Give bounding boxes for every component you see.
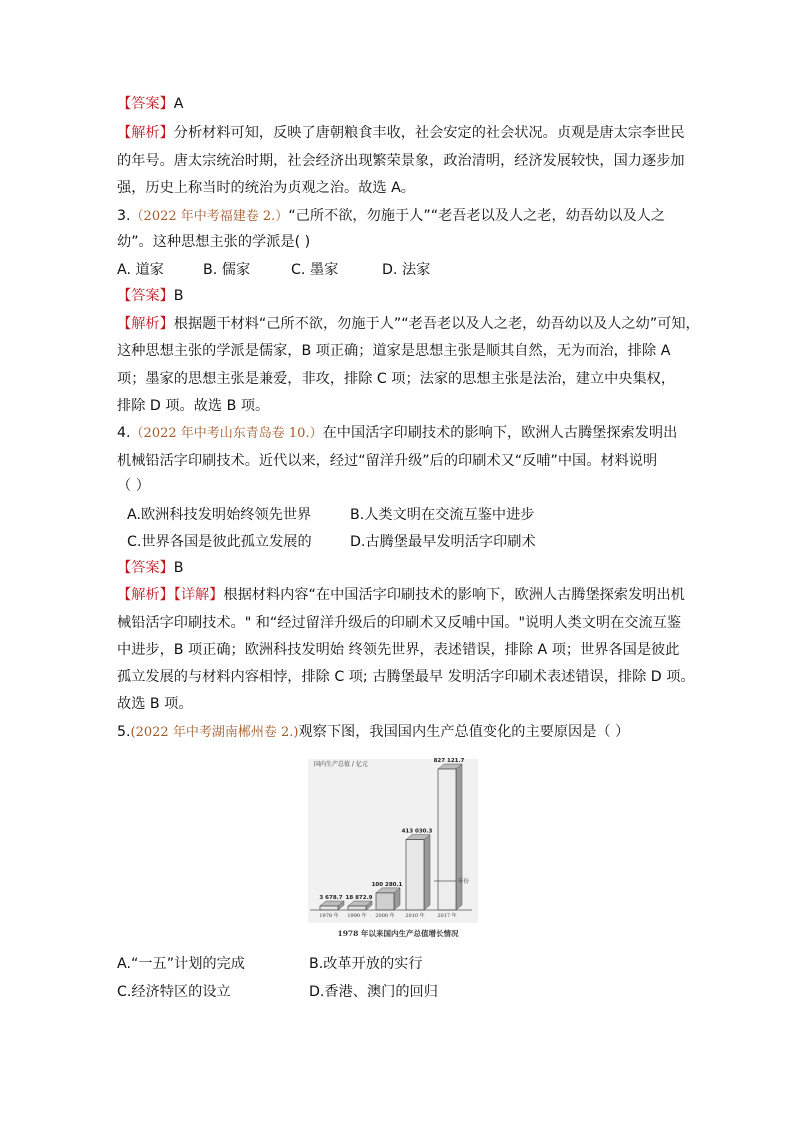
q2-analysis-line-3: 强，历史上称当时的统治为贞观之治。故选 A。: [117, 180, 415, 196]
q3-option-b: B. 儒家: [203, 262, 251, 278]
figure-caption: 1978 年以来国内生产总值增长情况: [337, 929, 459, 938]
question-stem: 在中国活字印刷技术的影响下，欧洲人古腾堡探索发明出: [322, 425, 678, 441]
bar-front: [406, 840, 424, 910]
bar-value-label: 413 030.3: [401, 828, 433, 835]
bar-year-label: 1978 年: [319, 913, 339, 919]
question-stem: “己所不欲，勿施于人”“老吾老以及人之老，幼吾幼以及人之: [288, 208, 666, 224]
q2-analysis-line-1: [117, 123, 685, 143]
question-number: 5.: [117, 724, 131, 740]
question-source: （2022 年中考福建卷 2.）: [130, 209, 289, 224]
q3-analysis-line-2: 这种思想主张的学派是儒家，B 项正确；道家是思想主张是顺其自然，无为而治，排除 A: [117, 343, 671, 359]
q5-option-a: A.“一五”计划的完成: [117, 956, 245, 972]
figure-ylabel: 国内生产总值 / 亿元: [314, 761, 368, 768]
question-number: 4.: [117, 425, 131, 441]
q5-option-d: D.香港、澳门的回归: [309, 984, 438, 1000]
q4-option-d: D.古腾堡最早发明活字印刷术: [350, 534, 536, 550]
q4-analysis-line-1: [117, 585, 685, 605]
bar-value-label: 3 678.7: [319, 895, 343, 901]
q4-stem-line-2: 机械铅活字印刷技术。近代以来，经过“留洋升级”后的印刷术又“反哺”中国。材料说明: [117, 453, 658, 469]
q4-analysis-line-5: 故选 B 项。: [117, 696, 193, 712]
answer-tag: 【答案】: [117, 288, 174, 304]
answer-value: B: [173, 560, 184, 576]
bar-front: [320, 906, 338, 910]
bar-value-label: 827 121.7: [433, 758, 465, 764]
answer-tag: 【答案】: [117, 560, 174, 576]
question-number: 3.: [117, 208, 131, 224]
analysis-tag: 【解析】【详解】: [117, 587, 224, 603]
answer-value: A: [173, 96, 184, 112]
q4-analysis-line-2: 械铅活字印刷技术。" 和“经过留洋升级后的印刷术又反哺中国。"说明人类文明在交流互鉴: [117, 615, 682, 631]
question-source: (2022 年中考湖南郴州卷 2.): [130, 725, 299, 740]
answer-tag: 【答案】: [117, 96, 174, 112]
q2-answer: [117, 94, 183, 114]
q2-analysis-line-2: 的年号。唐太宗统治时期，社会经济出现繁荣景象，政治清明，经济发展较快，国力逐步加: [117, 153, 685, 169]
q4-analysis-line-3: 中进步，B 项正确；欧洲科技发明始 终领先世界，表述错误，排除 A 项；世界各国是彼此: [117, 642, 680, 658]
analysis-text: 根据题干材料“己所不欲，勿施于人”“老吾老以及人之老，幼吾幼以及人之幼”可知，: [173, 316, 700, 332]
bar-year-label: 2010 年: [405, 913, 425, 919]
q4-analysis-line-4: 孤立发展的与材料内容相悖，排除 C 项; 古腾堡最早 发明活字印刷术表述错误，排除 D 项。: [117, 669, 695, 685]
q3-answer: [117, 286, 184, 306]
analysis-tag: 【解析】: [117, 125, 174, 141]
question-stem: 观察下图，我国国内生产总值变化的主要原因是（ ）: [298, 724, 630, 740]
analysis-tag: 【解析】: [117, 316, 174, 332]
q3-analysis-line-1: [117, 314, 700, 334]
bar-year-label: 2017 年: [437, 913, 457, 919]
q3-option-c: C. 墨家: [291, 262, 339, 278]
q3-option-a: A. 道家: [117, 262, 164, 278]
q4-option-c: C.世界各国是彼此孤立发展的: [127, 534, 312, 550]
bar-year-label: 2000 年: [375, 913, 395, 919]
bar-side: [456, 764, 462, 910]
bar-value-label: 18 872.9: [345, 895, 373, 901]
q5-stem: [117, 722, 629, 743]
q4-option-b: B.人类文明在交流互鉴中进步: [350, 507, 535, 523]
bar-value-label: 100 280.1: [371, 881, 403, 888]
gdp-growth-figure: [306, 757, 490, 939]
bar-side: [424, 835, 430, 910]
q3-option-d: D. 法家: [382, 262, 431, 278]
bar-front: [376, 893, 394, 910]
bar-front: [438, 769, 456, 910]
answer-value: B: [173, 288, 184, 304]
axis-label: 年份: [458, 879, 470, 885]
bar-year-label: 1990 年: [347, 913, 367, 919]
question-source: （2022 年中考山东青岛卷 10.）: [130, 426, 323, 441]
q3-stem-line-1: [117, 206, 665, 227]
q4-stem-line-3: （ ）: [117, 478, 150, 494]
q5-option-c: C.经济特区的设立: [117, 984, 231, 1000]
q4-option-a: A.欧洲科技发明始终领先世界: [127, 507, 312, 523]
q3-stem-line-2: 幼”。这种思想主张的学派是( ): [117, 234, 311, 250]
analysis-text: 根据材料内容“在中国活字印刷技术的影响下，欧洲人古腾堡探索发明出机: [223, 587, 685, 603]
q4-answer: [117, 558, 184, 578]
q3-analysis-line-4: 排除 D 项。故选 B 项。: [117, 398, 270, 414]
q4-stem-line-1: [117, 423, 677, 444]
q5-option-b: B.改革开放的实行: [309, 956, 423, 972]
bar-front: [348, 906, 366, 910]
analysis-text: 分析材料可知，反映了唐朝粮食丰收，社会安定的社会状况。贞观是唐太宗李世民: [173, 125, 685, 141]
q3-analysis-line-3: 项；墨家的思想主张是兼爱，非攻，排除 C 项；法家的思想主张是法治，建立中央集权，: [117, 371, 676, 387]
